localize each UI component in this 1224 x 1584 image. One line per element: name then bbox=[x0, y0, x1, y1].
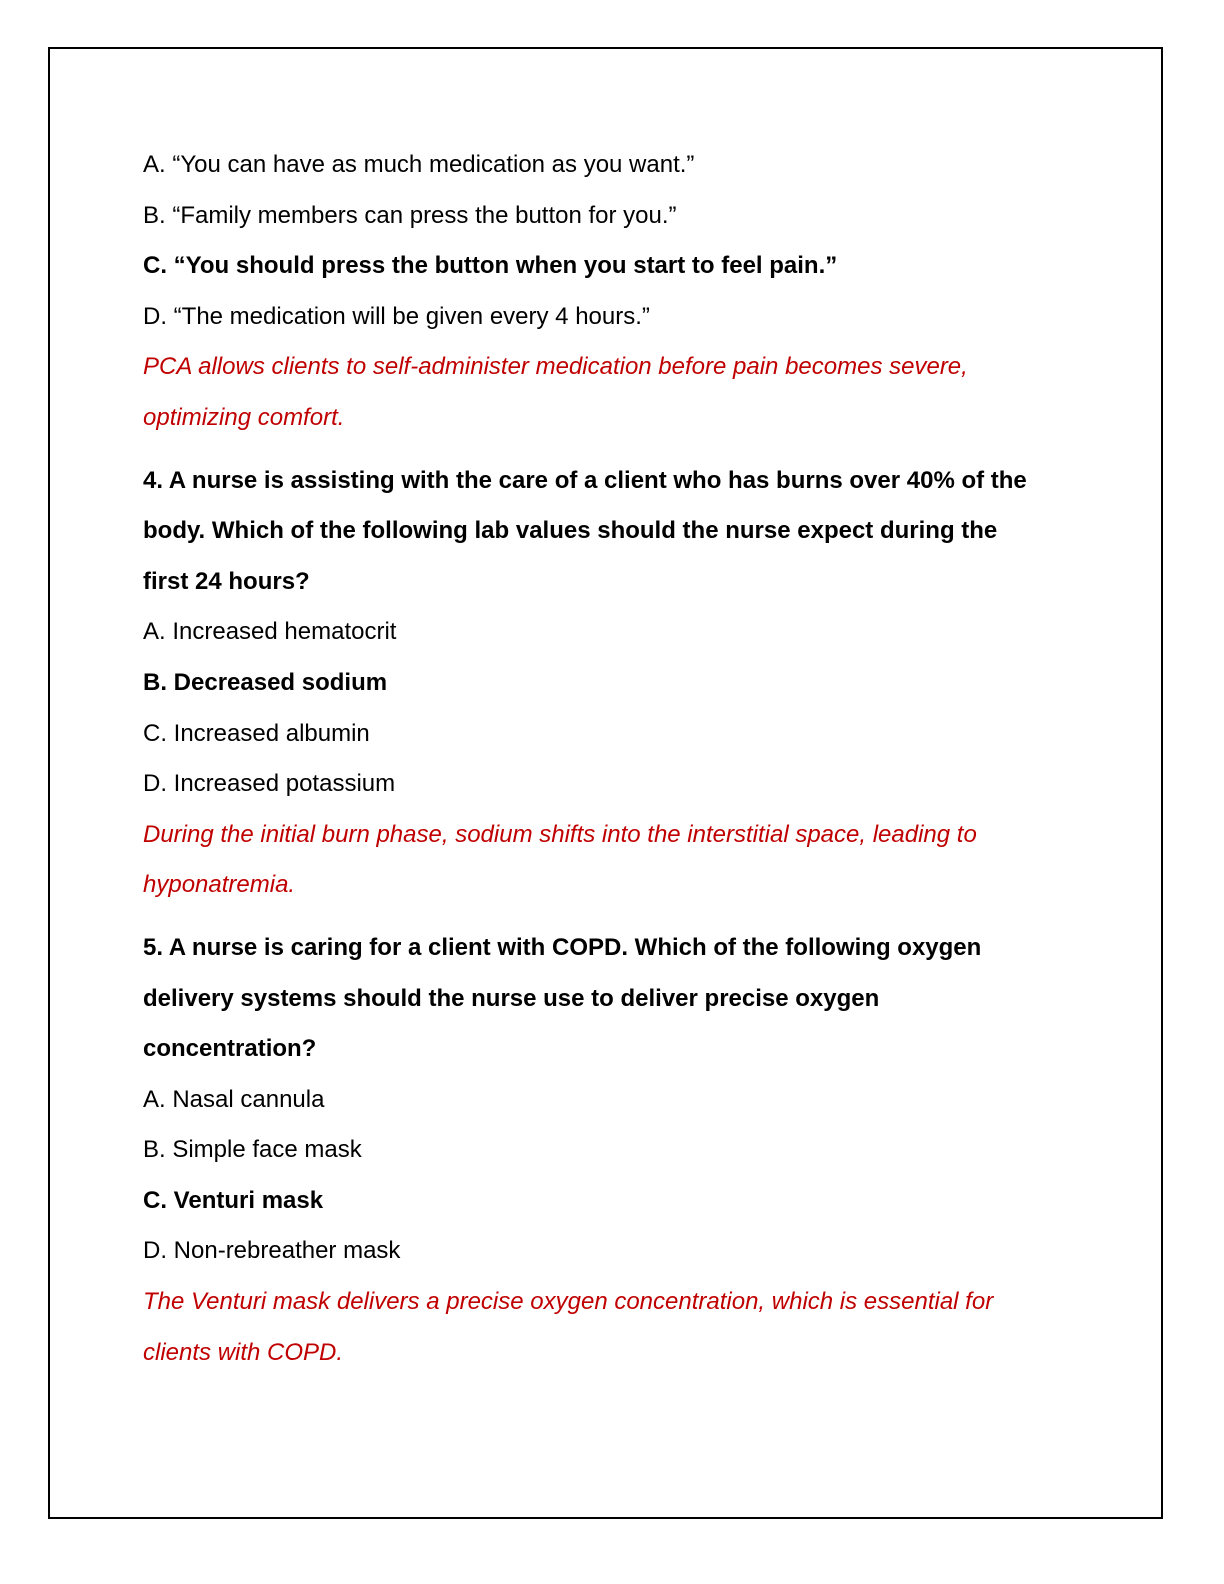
q4-option-a: A. Increased hematocrit bbox=[143, 618, 397, 646]
question-5-block bbox=[143, 923, 1083, 1378]
q4-question-line-2: body. Which of the following lab values should the nurse expect during the bbox=[143, 517, 998, 545]
q5-question-line-1: 5. A nurse is caring for a client with COPD. Which of the following oxygen bbox=[143, 933, 982, 961]
q3-option-d: D. “The medication will be given every 4 hours.” bbox=[143, 302, 650, 330]
q3-option-b: B. “Family members can press the button for you.” bbox=[143, 201, 677, 229]
q4-option-c: C. Increased albumin bbox=[143, 719, 370, 747]
q5-option-c-correct: C. Venturi mask bbox=[143, 1186, 324, 1214]
q4-rationale-line-1: During the initial burn phase, sodium shifts into the interstitial space, leading to bbox=[143, 820, 977, 848]
q5-option-b: B. Simple face mask bbox=[143, 1136, 362, 1164]
q5-rationale-line-2: clients with COPD. bbox=[143, 1338, 344, 1366]
q5-question-line-3: concentration? bbox=[143, 1035, 317, 1063]
q4-rationale-line-2: hyponatremia. bbox=[143, 871, 296, 899]
q3-rationale-line-1: PCA allows clients to self-administer medication before pain becomes severe, bbox=[143, 353, 968, 381]
question-4-block bbox=[143, 456, 1083, 911]
q4-option-b-correct: B. Decreased sodium bbox=[143, 668, 388, 696]
question-3-block bbox=[143, 140, 1083, 444]
q5-option-d: D. Non-rebreather mask bbox=[143, 1237, 401, 1265]
q5-question-line-2: delivery systems should the nurse use to deliver precise oxygen bbox=[143, 984, 880, 1012]
document-content bbox=[143, 140, 1083, 1378]
q4-question-line-3: first 24 hours? bbox=[143, 567, 310, 595]
q4-question-line-1: 4. A nurse is assisting with the care of a client who has burns over 40% of the bbox=[143, 466, 1027, 494]
q3-option-c-correct: C. “You should press the button when you start to feel pain.” bbox=[143, 252, 838, 280]
q5-option-a: A. Nasal cannula bbox=[143, 1085, 325, 1113]
q3-rationale-line-2: optimizing comfort. bbox=[143, 403, 345, 431]
q3-option-a: A. “You can have as much medication as you want.” bbox=[143, 151, 695, 178]
q5-rationale-line-1: The Venturi mask delivers a precise oxygen concentration, which is essential for bbox=[143, 1288, 994, 1316]
q4-option-d: D. Increased potassium bbox=[143, 770, 396, 798]
